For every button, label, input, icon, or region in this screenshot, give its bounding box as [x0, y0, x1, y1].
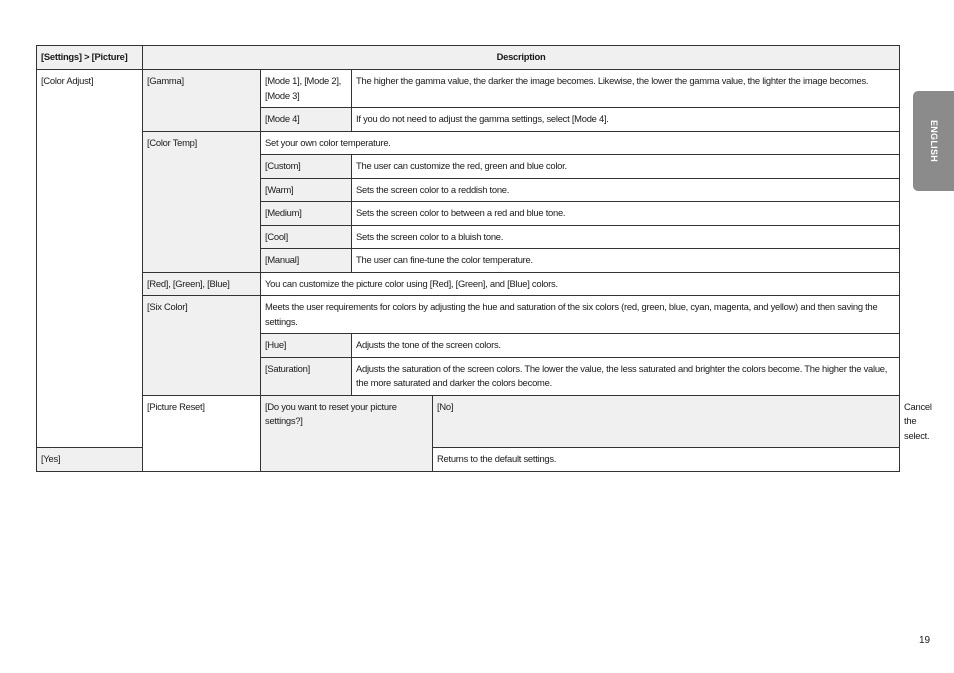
color-temp-manual-cell: [Manual]	[261, 249, 352, 273]
color-adjust-cell: [Color Adjust]	[37, 70, 143, 448]
language-tab-label: ENGLISH	[928, 119, 939, 163]
six-color-saturation-desc: Adjusts the saturation of the screen colors. The lower the value, the less saturated and brighter the colors become. The higher the value, the more saturated and darker the colors become.	[352, 357, 900, 395]
six-color-cell: [Six Color]	[143, 296, 261, 396]
table-header-row	[37, 46, 900, 70]
picture-settings-table	[36, 45, 932, 472]
table-row	[37, 296, 900, 334]
color-temp-cool-cell: [Cool]	[261, 225, 352, 249]
table-row	[37, 70, 900, 108]
six-color-saturation-cell: [Saturation]	[261, 357, 352, 395]
color-temp-custom-cell: [Custom]	[261, 155, 352, 179]
header-menu-path: [Settings] > [Picture]	[37, 46, 143, 70]
page-number: 19	[919, 635, 931, 646]
picture-reset-no-cell: [No]	[433, 395, 900, 448]
color-temp-cell: [Color Temp]	[143, 131, 261, 272]
six-color-desc: Meets the user requirements for colors by adjusting the hue and saturation of the six colors (red, green, blue, cyan, magenta, and yellow) and then saving the settings.	[261, 296, 900, 334]
color-temp-cool-desc: Sets the screen color to a bluish tone.	[352, 225, 900, 249]
rgb-cell: [Red], [Green], [Blue]	[143, 272, 261, 296]
language-side-tab	[913, 91, 954, 191]
gamma-mode4-cell: [Mode 4]	[261, 108, 352, 132]
color-temp-warm-desc: Sets the screen color to a reddish tone.	[352, 178, 900, 202]
six-color-hue-cell: [Hue]	[261, 334, 352, 358]
picture-reset-question: [Do you want to reset your picture settings?]	[261, 395, 433, 471]
gamma-mode123-cell: [Mode 1], [Mode 2], [Mode 3]	[261, 70, 352, 108]
color-temp-warm-cell: [Warm]	[261, 178, 352, 202]
table-row	[37, 131, 900, 155]
color-temp-medium-desc: Sets the screen color to between a red and blue tone.	[352, 202, 900, 226]
table-row: [Picture Reset] [Do you want to reset your picture settings?] [No] Cancel the select.	[37, 395, 900, 448]
table-row	[37, 272, 900, 296]
gamma-cell: [Gamma]	[143, 70, 261, 132]
rgb-desc: You can customize the picture color using [Red], [Green], and [Blue] colors.	[261, 272, 900, 296]
header-description: Description	[143, 46, 900, 70]
color-temp-desc: Set your own color temperature.	[261, 131, 900, 155]
picture-reset-yes-cell: [Yes]	[37, 448, 143, 472]
picture-reset-yes-desc: Returns to the default settings.	[433, 448, 900, 472]
color-temp-manual-desc: The user can fine-tune the color temperature.	[352, 249, 900, 273]
color-temp-custom-desc: The user can customize the red, green and blue color.	[352, 155, 900, 179]
six-color-hue-desc: Adjusts the tone of the screen colors.	[352, 334, 900, 358]
gamma-mode4-desc: If you do not need to adjust the gamma settings, select [Mode 4].	[352, 108, 900, 132]
picture-reset-cell: [Picture Reset]	[143, 395, 261, 471]
color-temp-medium-cell: [Medium]	[261, 202, 352, 226]
gamma-mode123-desc: The higher the gamma value, the darker the image becomes. Likewise, the lower the gamma value, the lighter the image becomes.	[352, 70, 900, 108]
